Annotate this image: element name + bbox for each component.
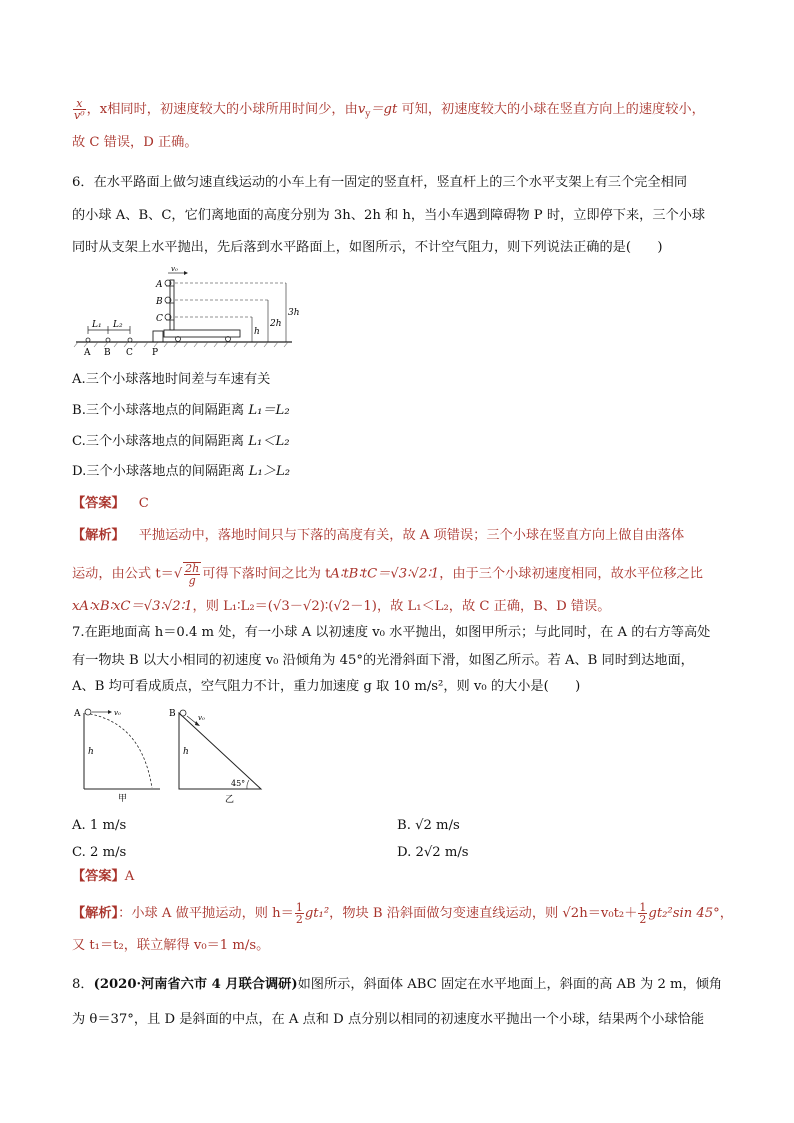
q7-figure-yi (167, 704, 287, 804)
q6-option-d: D.三个小球落地点的间隔距离 L₁＞L₂ (72, 464, 291, 479)
q7-label-jia: 甲 (118, 794, 128, 804)
q6-point-a: A (84, 348, 91, 358)
q7-stem-line-2: 有一物块 B 以大小相同的初速度 v₀ 沿倾角为 45°的光滑斜面下滑，如图乙所示。若 A、B 同时到达地面， (72, 653, 694, 668)
q7-option-d: D. 2√2 m/s (397, 845, 469, 860)
q7-label-b: B (169, 709, 176, 719)
q6-option-a: A.三个小球落地时间差与车速有关 (72, 372, 271, 387)
q6-ball-a: A (156, 280, 163, 290)
q6-ball-c: C (156, 314, 163, 324)
q6-figure (72, 264, 302, 362)
q7-stem-line-1: 7.在距地面高 h＝0.4 m 处，有一小球 A 以初速度 v₀ 水平抛出，如图甲所示；与此同时，在 A 的右方等高处 (72, 625, 711, 640)
q6-label-l2: L₂ (113, 320, 123, 330)
fraction-2h-over-g: $\frac{2h}{g}$ (185, 562, 200, 587)
q7-label-h-b: h (183, 747, 189, 757)
q7-label-v0-b: v₀ (198, 714, 205, 722)
q7-label-yi: 乙 (225, 795, 235, 804)
q7-label-a: A (74, 709, 81, 719)
q6-ball-b: B (156, 297, 163, 307)
q6-option-b: B.三个小球落地点的间隔距离 L₁＝L₂ (72, 403, 290, 418)
q7-analysis-line-1: 【解析】：小球 A 做平抛运动，则 h＝ $\frac{1}{2}$ gt₁²，物块 B 沿斜面做匀变速直线运动，则 √2h＝v₀t₂＋ $\frac{1}{2}$ gt₂²sin 45°， (72, 901, 733, 926)
q7-option-b: B. √2 m/s (397, 818, 460, 833)
q6-label-2h: 2h (270, 319, 282, 329)
q8-stem-line-2: 为 θ＝37°，且 D 是斜面的中点，在 A 点和 D 点分别以相同的初速度水平抛出一个小球，结果两个小球恰能 (72, 1012, 705, 1027)
q6-analysis-line-3: xA∶xB∶xC＝√3∶√2∶1，则 L₁∶L₂＝(√3－√2)∶(√2－1)，故 L₁＜L₂，故 C 正确，B、D 错误。 (72, 599, 611, 614)
q6-analysis-line-2: 运动，由公式 t＝√ $\frac{2h}{g}$ 可得下落时间之比为 tA∶tB∶tC＝√3∶√2∶1，由于三个小球初速度相同，故水平位移之比 (72, 562, 703, 587)
fraction-x-over-v0: $\frac{x}{\text{v⁰}}$ (74, 97, 85, 122)
q7-option-c: C. 2 m/s (72, 845, 127, 860)
fraction-half-1: $\frac{1}{2}$ (295, 901, 303, 926)
q6-label-l1: L₁ (92, 320, 102, 330)
q6-label-h: h (254, 327, 260, 337)
q6-point-c: C (126, 348, 133, 358)
q6-analysis-line-1: 【解析】 平抛运动中，落地时间只与下落的高度有关，故 A 项错误；三个小球在竖直方向上做自由落体 (72, 528, 685, 543)
q7-label-angle: 45° (231, 779, 246, 788)
q6-label-3h: 3h (288, 308, 300, 318)
q6-stem-line-1: 6．在水平路面上做匀速直线运动的小车上有一固定的竖直杆，竖直杆上的三个水平支架上有三个完全相同 (72, 175, 688, 190)
q7-answer: 【答案】A (72, 869, 135, 884)
prev-solution-line-1: $\frac{x}{\text{v⁰}}$ ，x相同时，初速度较大的小球所用时间少，由$v_y=gt$ 可知，初速度较大的小球在竖直方向上的速度较小， (74, 97, 705, 122)
prev-solution-line-2: 故 C 错误，D 正确。 (72, 135, 198, 150)
q6-point-b: B (104, 348, 111, 358)
q8-stem-line-1: 8．(2020·河南省六市 4 月联合调研)如图所示，斜面体 ABC 固定在水平地面上，斜面的高 AB 为 2 m，倾角 (72, 977, 723, 992)
q7-stem-line-3: A、B 均可看成质点，空气阻力不计，重力加速度 g 取 10 m/s²，则 v₀ 的大小是( ) (72, 679, 581, 694)
q7-option-a: A. 1 m/s (72, 818, 127, 833)
q7-label-v0-a: v₀ (114, 709, 121, 717)
q7-label-h-a: h (88, 747, 94, 757)
q6-point-p: P (152, 348, 159, 358)
q6-answer: 【答案】 C (72, 496, 149, 511)
q6-stem-line-3: 同时从支架上水平抛出，先后落到水平路面上，如图所示，不计空气阻力，则下列说法正确的是( ) (72, 240, 663, 255)
q6-option-c: C.三个小球落地点的间隔距离 L₁＜L₂ (72, 434, 290, 449)
q7-figure-jia (72, 704, 172, 804)
fraction-half-2: $\frac{1}{2}$ (639, 901, 647, 926)
q6-label-v0: v₀ (171, 265, 178, 273)
q7-analysis-line-2: 又 t₁＝t₂，联立解得 v₀＝1 m/s。 (72, 938, 270, 953)
q6-stem-line-2: 的小球 A、B、C，它们离地面的高度分别为 3h、2h 和 h，当小车遇到障碍物 P 时，立即停下来，三个小球 (72, 208, 706, 223)
